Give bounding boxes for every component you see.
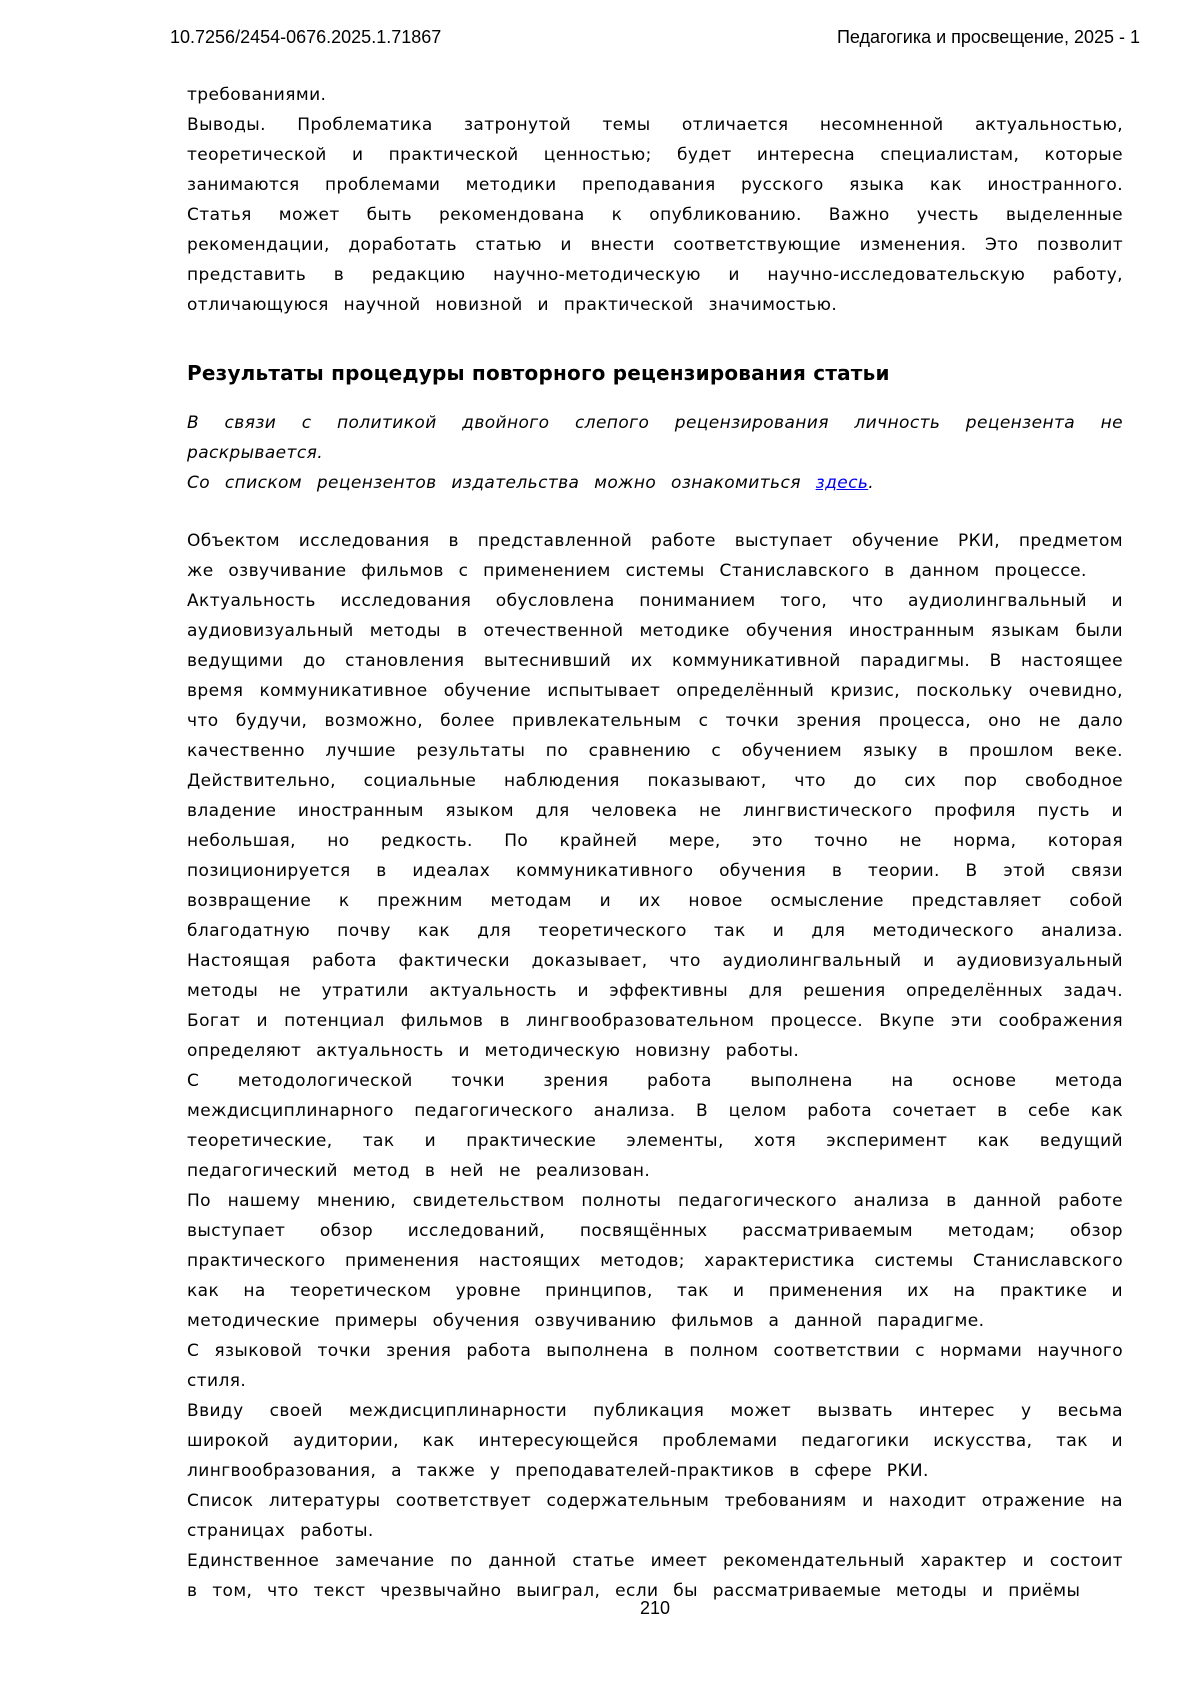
review-paragraph: Ввиду своей междисциплинарности публикация может вызвать интерес у весьма широкой аудитории, как интересующейся проблемами педагогики искусства, так и лингвообразования, а также у преподавателей-практиков в сфере РКИ. [187, 1401, 1123, 1481]
document-body [187, 80, 1123, 1606]
section-heading: Результаты процедуры повторного рецензирования статьи [187, 361, 890, 385]
paragraph-conclusions: Выводы. Проблематика затронутой темы отличается несомненной актуальностью, теоретической и практической ценностью; будет интересна специалистам, которые занимаются проблемами методики преподавания русского языка как иностранного. Статья может быть рекомендована к опубликованию. Важно учесть выделенные рекомендации, доработать статью и внести соответствующие изменения. Это позволит представить в редакцию научно-методическую и научно-исследовательскую работу, отличающуюся научной новизной и практической значимостью. [187, 115, 1123, 315]
blind-review-note: В связи с политикой двойного слепого рецензирования личность рецензента не раскрывается. [187, 413, 1123, 463]
review-paragraph: С методологической точки зрения работа выполнена на основе метода междисциплинарного педагогического анализа. В целом работа сочетает в себе как теоретические, так и практические элементы, хотя эксперимент как ведущий педагогический метод в ней не реализован. [187, 1071, 1123, 1181]
review-paragraph: Список литературы соответствует содержательным требованиям и находит отражение на страницах работы. [187, 1491, 1123, 1541]
doi-text: 10.7256/2454-0676.2025.1.71867 [170, 27, 442, 47]
reviewers-list-link[interactable]: здесь [815, 473, 869, 493]
reviewers-note [187, 468, 1123, 498]
review-paragraph: Объектом исследования в представленной работе выступает обучение РКИ, предметом же озвучивание фильмов с применением системы Станиславского в данном процессе. [187, 531, 1123, 581]
paragraph-tail: требованиями. [187, 85, 327, 105]
review-paragraph: С языковой точки зрения работа выполнена в полном соответствии с нормами научного стиля. [187, 1341, 1123, 1391]
page-number: 210 [639, 1598, 671, 1618]
review-paragraph: По нашему мнению, свидетельством полноты педагогического анализа в данной работе выступает обзор исследований, посвящённых рассматриваемым методам; обзор практического применения настоящих методов; характеристика системы Станиславского как на теоретическом уровне принципов, так и применения их на практике и методические примеры обучения озвучиванию фильмов а данной парадигме. [187, 1191, 1123, 1331]
journal-title: Педагогика и просвещение, 2025 - 1 [836, 27, 1140, 47]
reviewers-note-suffix: . [868, 473, 875, 493]
reviewers-note-prefix: Со списком рецензентов издательства можно ознакомиться [187, 473, 816, 493]
review-paragraph: Единственное замечание по данной статье имеет рекомендательный характер и состоит в том, что текст чрезвычайно выиграл, если бы рассматриваемые методы и приёмы [187, 1551, 1123, 1601]
running-header [170, 27, 1140, 48]
review-paragraph: Актуальность исследования обусловлена пониманием того, что аудиолингвальный и аудиовизуальный методы в отечественной методике обучения иностранным языкам были ведущими до становления вытеснивший их коммуникативной парадигмы. В настоящее время коммуникативное обучение испытывает определённый кризис, поскольку очевидно, что будучи, возможно, более привлекательным с точки зрения процесса, оно не дало качественно лучшие результаты по сравнению с обучением языку в прошлом веке. Действительно, социальные наблюдения показывают, что до сих пор свободное владение иностранным языком для человека не лингвистического профиля пусть и небольшая, но редкость. По крайней мере, это точно не норма, которая позиционируется в идеалах коммуникативного обучения в теории. В этой связи возвращение к прежним методам и их новое осмысление представляет собой благодатную почву как для теоретического так и для методического анализа. Настоящая работа фактически доказывает, что аудиолингвальный и аудиовизуальный методы не утратили актуальность и эффективны для решения определённых задач. Богат и потенциал фильмов в лингвообразовательном процессе. Вкупе эти соображения определяют актуальность и методическую новизну работы. [187, 591, 1123, 1061]
page-footer [187, 1598, 1123, 1619]
